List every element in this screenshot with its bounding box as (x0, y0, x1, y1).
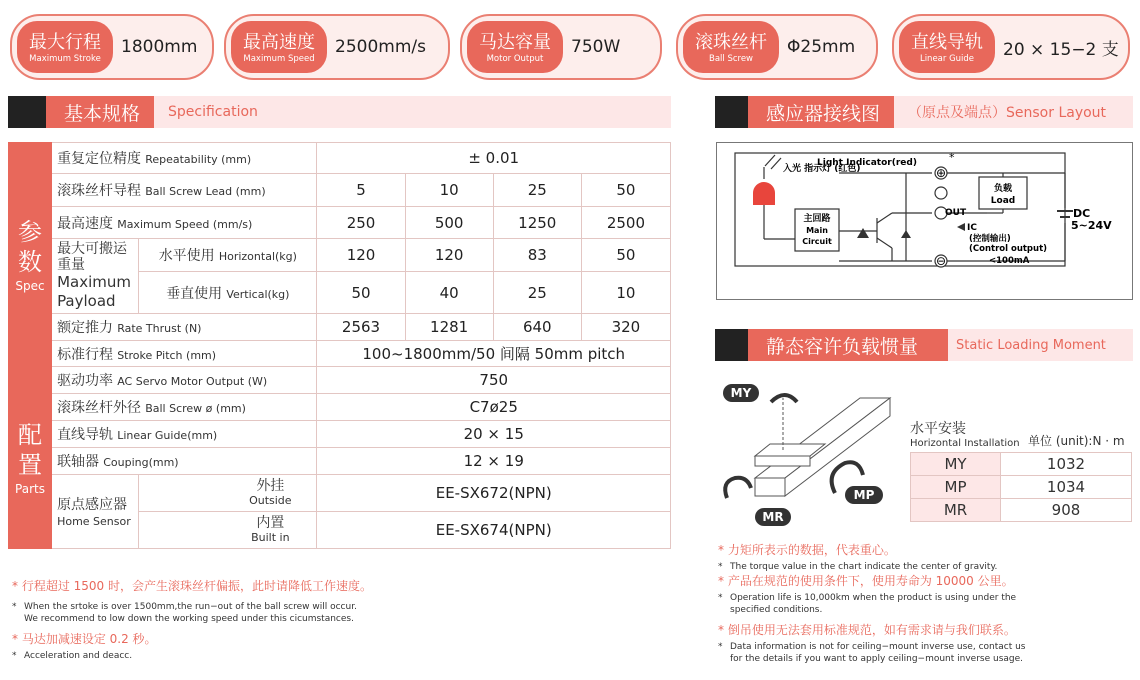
cell-value: 640 (493, 314, 581, 341)
group-label-zh: 配置 (18, 420, 43, 479)
label-zh: 额定推力 (57, 320, 114, 336)
note-zh: * 倒吊使用无法套用标准规范，如有需求请与我们联系。 (718, 623, 1016, 637)
circuit-label: Circuit (802, 237, 832, 246)
cell-value: 500 (405, 207, 493, 239)
note-zh: * 行程超过 1500 时，会产生滚珠丝杆偏振，此时请降低工作速度。 (12, 579, 372, 593)
badge-label-en: Maximum Stroke (29, 54, 101, 64)
label-en: Linear Guide(mm) (117, 429, 218, 442)
label-en: Ball Screw ø (mm) (145, 402, 246, 415)
label-zh: 水平使用 (158, 248, 215, 264)
minus-symbol: ⊖ (935, 254, 947, 268)
cell-value: 1250 (493, 207, 581, 239)
row-sublabel (139, 272, 317, 314)
sensor-circuit (717, 143, 1132, 299)
table-row (9, 367, 671, 394)
cell-key: MY (911, 453, 1001, 476)
dc-label: DC (1073, 207, 1091, 220)
row-label (52, 448, 317, 475)
label-zh: 内置 (256, 515, 285, 531)
row-label (52, 421, 317, 448)
table-row (9, 448, 671, 475)
label-en: Outside (249, 494, 292, 507)
note-en (718, 641, 1133, 665)
unit-label: 单位 (unit):N · m (1028, 434, 1125, 448)
group-label-en: Parts (15, 481, 45, 496)
note-line: We recommend to low down the working speed under this cicumstances. (24, 614, 354, 624)
table-row (911, 476, 1132, 499)
control-output-zh: (控制输出) (969, 234, 1011, 244)
section-title: 基本规格 (46, 96, 154, 128)
spec-table (8, 142, 671, 549)
note-en (12, 650, 662, 662)
badge-pill (899, 21, 995, 73)
load-label-en: Load (990, 196, 1016, 206)
note-en (12, 601, 662, 625)
note-zh: * 马达加减速设定 0.2 秒。 (12, 632, 157, 646)
row-label (52, 207, 317, 239)
row-label (52, 239, 139, 314)
sensor-layout-diagram (716, 142, 1133, 300)
installation-heading (910, 418, 1020, 449)
cell-value: 2500 (581, 207, 670, 239)
row-sublabel (139, 475, 317, 512)
badge-motor-output (460, 14, 662, 80)
row-label (52, 143, 317, 174)
label-zh: 驱动功率 (57, 373, 114, 389)
cell-value: ± 0.01 (317, 143, 671, 174)
badge-pill (231, 21, 327, 73)
install-zh: 水平安装 (910, 421, 966, 437)
label-zh: 最大可搬运重量 (57, 241, 128, 273)
label-en: Home Sensor (57, 515, 131, 528)
moment-illustration (715, 378, 905, 528)
cell-value: EE-SX672(NPN) (317, 475, 671, 512)
note-line: Data information is not for ceiling−mount inverse use, contact us (730, 642, 1026, 652)
sensor-section-header (715, 96, 1133, 128)
label-zh: 外挂 (256, 478, 285, 494)
badge-label-en: Motor Output (486, 54, 544, 64)
note-en (718, 592, 1133, 616)
label-zh: 最高速度 (57, 215, 114, 232)
cell-value: 1281 (405, 314, 493, 341)
cell-value: 50 (581, 239, 670, 272)
label-zh: 垂直使用 (166, 285, 223, 302)
group-label-en: Spec (15, 278, 45, 293)
label-zh: 联轴器 (57, 454, 100, 470)
cell-value: 5 (317, 174, 405, 207)
row-label (52, 314, 317, 341)
header-block (715, 96, 748, 128)
table-row (9, 421, 671, 448)
label-en: Ball Screw Lead (mm) (145, 185, 266, 198)
cell-value: 25 (493, 272, 581, 314)
parts-group-label (9, 367, 52, 549)
spec-notes (12, 574, 662, 662)
label-en: Repeatability (mm) (145, 153, 252, 166)
asterisk: * (949, 151, 955, 164)
label-zh: 重复定位精度 (57, 151, 142, 167)
feature-badges (10, 14, 1130, 80)
section-subtitle: Specification (168, 104, 258, 120)
note-line: Operation life is 10,000km when the product is using under the (730, 593, 1017, 603)
moment-axes-drawing (715, 378, 905, 528)
cell-value: 50 (581, 174, 670, 207)
note-zh: * 产品在规范的使用条件下，使用寿命为 10000 公里。 (718, 574, 1014, 588)
note-line: Acceleration and deacc. (24, 651, 133, 661)
badge-pill (683, 21, 779, 73)
moment-notes (718, 538, 1133, 665)
label-en: AC Servo Motor Output (W) (117, 375, 268, 388)
cell-value: 908 (1001, 499, 1132, 522)
label-en: Maximum Payload (57, 273, 131, 310)
section-title: 感应器接线图 (748, 96, 894, 128)
red-led-icon (753, 182, 775, 205)
badge-pill (17, 21, 113, 73)
light-arrow-icon (771, 158, 781, 169)
cell-value: 40 (405, 272, 493, 314)
badge-label: 最大行程 (29, 32, 101, 53)
cell-value: 25 (493, 174, 581, 207)
table-row (9, 475, 671, 512)
note-zh: * 力矩所表示的数据，代表重心。 (718, 543, 896, 557)
row-sublabel (139, 239, 317, 272)
current-limit: <100mA (989, 256, 1030, 266)
note-en (718, 561, 1133, 573)
badge-pill (467, 21, 563, 73)
badge-label: 最高速度 (243, 32, 315, 53)
note-line: specified conditions. (730, 605, 823, 615)
moment-section-header (715, 329, 1133, 361)
table-row (9, 143, 671, 174)
cell-key: MP (911, 476, 1001, 499)
cell-value: 320 (581, 314, 670, 341)
badge-value: 2500mm/s (335, 37, 426, 57)
badge-label-en: Maximum Speed (243, 54, 315, 64)
cell-value: C7ø25 (317, 394, 671, 421)
group-label-zh: 参数 (18, 217, 43, 276)
cell-value: 10 (581, 272, 670, 314)
cell-value: 250 (317, 207, 405, 239)
table-row (911, 453, 1132, 476)
badge-label: 直线导轨 (911, 32, 983, 53)
cell-value: 100~1800mm/50 间隔 50mm pitch (317, 341, 671, 367)
cell-value: 10 (405, 174, 493, 207)
header-block (715, 329, 748, 361)
badge-label-en: Linear Guide (919, 54, 975, 64)
cell-value: EE-SX674(NPN) (317, 512, 671, 549)
row-label (52, 367, 317, 394)
label-zh: 滚珠丝杆外径 (57, 400, 142, 416)
label-en: Stroke Pitch (mm) (117, 348, 217, 362)
label-en: Horizontal(kg) (218, 250, 297, 263)
cell-value: 2563 (317, 314, 405, 341)
badge-linear-guide (892, 14, 1130, 80)
cell-value: 50 (317, 272, 405, 314)
label-zh: 滚珠丝杆导程 (57, 183, 142, 199)
row-label (52, 341, 317, 367)
table-row (9, 341, 671, 367)
mr-label: MR (762, 510, 784, 524)
row-sublabel (139, 512, 317, 549)
badge-value: 20 × 15−2 支 (1003, 39, 1119, 60)
table-row (9, 314, 671, 341)
roll-arrow-icon (725, 478, 751, 498)
light-arrow-icon (765, 155, 775, 166)
section-title: 静态容许负载惯量 (748, 329, 948, 361)
terminal-icon (935, 187, 947, 199)
cell-value: 20 × 15 (317, 421, 671, 448)
label-en: Vertical(kg) (226, 287, 290, 301)
row-label (52, 394, 317, 421)
indicator-label-zh: 入光 指示灯 (红色) (783, 164, 861, 174)
row-label (52, 174, 317, 207)
label-en: Rate Thrust (N) (117, 322, 202, 335)
badge-max-stroke (10, 14, 214, 80)
out-label: OUT (945, 208, 967, 218)
cell-value: 1034 (1001, 476, 1132, 499)
note-line: for the details if you want to apply ceiling−mount inverse usage. (730, 654, 1024, 664)
label-zh: 原点感应器 (57, 497, 128, 513)
label-en: Couping(mm) (103, 456, 179, 469)
moment-table (910, 452, 1132, 522)
badge-label: 马达容量 (479, 32, 551, 53)
cell-value: 12 × 19 (317, 448, 671, 475)
param-group-label (9, 143, 52, 367)
plus-symbol: ⊕ (935, 166, 947, 180)
label-zh: 标准行程 (57, 346, 114, 363)
badge-label: 滚珠丝杆 (695, 32, 767, 53)
diode-icon (857, 228, 869, 238)
spec-section-header (8, 96, 671, 128)
cell-key: MR (911, 499, 1001, 522)
table-row (9, 174, 671, 207)
section-subtitle: Static Loading Moment (956, 337, 1106, 353)
badge-ball-screw (676, 14, 878, 80)
my-label: MY (730, 386, 752, 400)
zener-diode-icon (901, 230, 911, 238)
cell-value: 83 (493, 239, 581, 272)
label-zh: 直线导轨 (57, 427, 114, 443)
load-label-zh: 负载 (993, 184, 1013, 194)
main-circuit-zh: 主回路 (803, 214, 831, 224)
cell-value: 120 (317, 239, 405, 272)
header-block (8, 96, 46, 128)
badge-value: 750W (571, 37, 621, 57)
voltage-label: 5~24V (1071, 219, 1112, 232)
current-arrow-icon (957, 223, 965, 231)
badge-value: Φ25mm (787, 37, 856, 57)
note-line: When the srtoke is over 1500mm,the run−out of the ball screw will occur. (24, 602, 357, 612)
cell-value: 750 (317, 367, 671, 394)
rotation-arrow-icon (771, 395, 797, 402)
mp-label: MP (853, 488, 875, 502)
table-row (9, 239, 671, 272)
cell-value: 1032 (1001, 453, 1132, 476)
badge-value: 1800mm (121, 37, 198, 57)
table-row (9, 394, 671, 421)
install-en: Horizontal Installation (910, 438, 1020, 449)
main-label: Main (806, 226, 828, 235)
row-label (52, 475, 139, 549)
table-row (911, 499, 1132, 522)
light-indicator-label: Light Indicator(red) (817, 158, 917, 168)
ic-label: IC (967, 223, 977, 233)
note-line: The torque value in the chart indicate the center of gravity. (730, 562, 998, 572)
cell-value: 120 (405, 239, 493, 272)
control-output-en: (Control output) (969, 244, 1048, 254)
section-subtitle: （原点及端点）Sensor Layout (908, 105, 1107, 121)
badge-label-en: Ball Screw (708, 54, 754, 64)
badge-max-speed (224, 14, 450, 80)
table-row (9, 207, 671, 239)
label-en: Maximum Speed (mm/s) (117, 217, 253, 231)
label-en: Built in (251, 531, 290, 544)
